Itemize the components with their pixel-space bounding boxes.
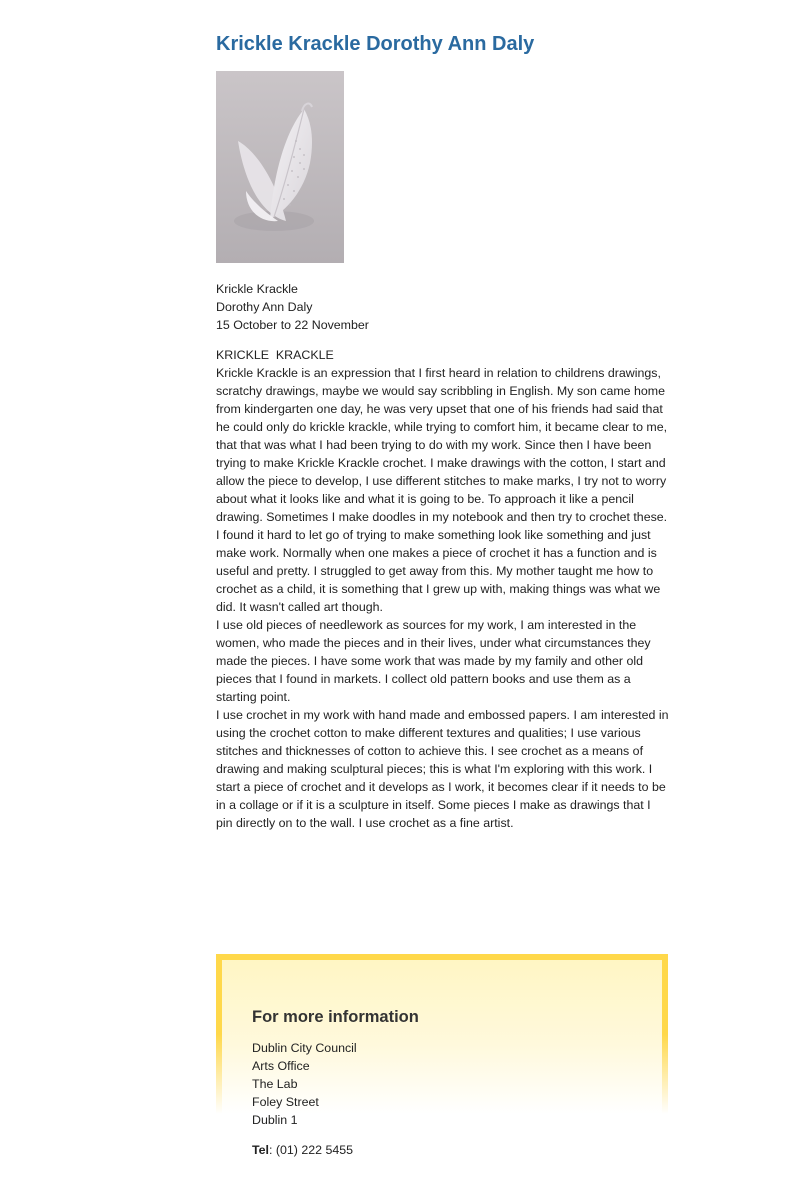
address-line: Dublin 1 [252,1113,298,1127]
main-content [216,0,672,832]
address-line: Dublin City Council [252,1041,357,1055]
telephone [252,1141,652,1159]
crochet-sculpture-illustration [216,71,344,263]
artwork-image [216,71,344,263]
contact-title: For more information [252,1008,419,1026]
tel-number: : (01) 222 5455 [268,1143,354,1157]
contact-address [252,1039,652,1129]
tel-label: Tel [252,1143,269,1157]
contact-box-fade [662,1034,668,1114]
body-paragraph: I use crochet in my work with hand made and embossed papers. I am interested in using the crochet cotton to make different textures and qualities; I use various stitches and thicknesses of cotton to achieve this. I see crochet as a means of drawing and making sculptural pieces; this is what I'm exploring with this work. I start a piece of crochet and it develops as I work, it becomes clear if it needs to be in a collage or if it is a sculpture in itself. Some pieces I make as drawings that I pin directly on to the wall. I use crochet as a fine artist. [216,708,669,830]
address-line: The Lab [252,1077,298,1091]
address-line: Foley Street [252,1095,319,1109]
body-paragraph: I use old pieces of needlework as sources for my work, I am interested in the women, who made the pieces and in their lives, under what circumstances they made the pieces. I have some work that was made by my family and other old pieces that I found in markets. I collect old pattern books and use them as a starting point. [216,618,651,704]
exhibition-dates: 15 October to 22 November [216,318,369,332]
body-paragraph: Krickle Krackle is an expression that I first heard in relation to childrens drawings, scratchy drawings, maybe we would say scribbling in English. My son came home from kindergarten one day, he was very upset that one of his friends had said that he could only do krickle krackle, while trying to comfort him, it became clear to me, that that was what I had been trying to do with my work. Since then I have been trying to make Krickle Krackle crochet. I make drawings with the cotton, I start and allow the piece to develop, I use different stitches to make marks, I try not to worry about what it looks like and what it is going to be. To approach it like a pencil drawing. Sometimes I make doodles in my notebook and then try to crochet these. [216,366,668,524]
artist-name: Dorothy Ann Daly [216,300,313,314]
exhibition-info [216,280,672,334]
page-title: Krickle Krackle Dorothy Ann Daly [216,33,535,55]
contact-details [252,1006,652,1159]
exhibition-name: Krickle Krackle [216,282,298,296]
section-heading: KRICKLE KRACKLE [216,348,334,362]
body-paragraph: I found it hard to let go of trying to make something look like something and just make work. Normally when one makes a piece of crochet it has a function and is useful and pretty. I struggled to get away from this. My mother taught me how to crochet as a child, it is something that I grew up with, making things was what we did. It wasn't called art though. [216,528,661,614]
contact-box-fade [216,1034,222,1114]
address-line: Arts Office [252,1059,310,1073]
